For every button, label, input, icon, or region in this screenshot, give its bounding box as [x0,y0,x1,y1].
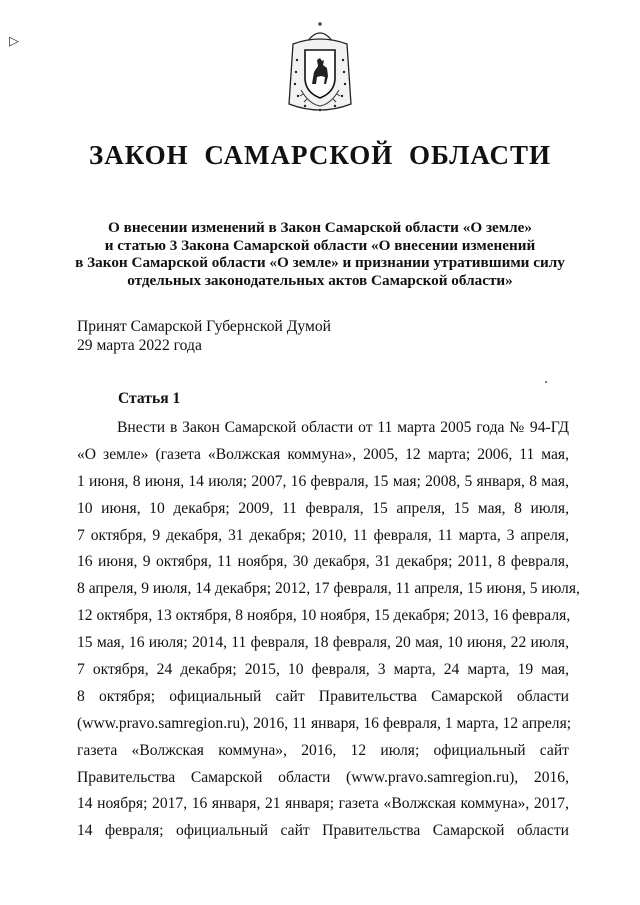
subtitle-line: в Закон Самарской области «О земле» и признании утратившими силу [75,254,565,271]
body-line: 7 октября, 9 декабря, 31 декабря; 2010, 11 февраля, 11 марта, 3 апреля, [77,526,569,544]
coat-of-arms-icon [285,20,355,116]
body-line: 14 ноября; 2017, 16 января, 21 января; газета «Волжская коммуна», 2017, [77,795,569,813]
subtitle-line: отдельных законодательных актов Самарской области» [127,271,513,289]
adoption-note [77,318,331,355]
body-line: 8 апреля, 9 июля, 14 декабря; 2012, 17 февраля, 11 апреля, 15 июня, 5 июля, [77,580,580,598]
body-line: «О земле» (газета «Волжская коммуна», 2005, 12 марта; 2006, 11 мая, [77,445,569,463]
body-line: 8 октября; официальный сайт Правительства Самарской области [77,687,569,705]
article-body [77,415,580,845]
body-line: 1 июня, 8 июня, 14 июля; 2007, 16 февраля, 15 мая; 2008, 5 января, 8 мая, [77,472,569,490]
body-line: (www.pravo.samregion.ru), 2016, 11 января, 16 февраля, 1 марта, 12 апреля; [77,714,572,732]
body-line: 12 октября, 13 октября, 8 ноября, 10 ноября, 15 декабря; 2013, 16 февраля, [77,607,571,625]
subtitle-line: и статью 3 Закона Самарской области «О внесении изменений [104,236,536,254]
article-heading: Статья 1 [118,390,181,407]
body-line: 14 февраля; официальный сайт Правительства Самарской области [77,822,569,840]
body-line: 10 июня, 10 декабря; 2009, 11 февраля, 15 апреля, 15 мая, 8 июля, [77,499,569,517]
scan-speck [545,381,547,383]
body-line: газета «Волжская коммуна», 2016, 12 июля; официальный сайт [77,741,569,759]
body-line: 7 октября, 24 декабря; 2015, 10 февраля, 3 марта, 24 марта, 19 мая, [77,661,569,679]
body-line: 15 мая, 16 июля; 2014, 11 февраля, 18 февраля, 20 мая, 10 июня, 22 июля, [77,634,569,652]
law-subtitle [40,219,600,289]
body-line: Внести в Закон Самарской области от 11 марта 2005 года № 94-ГД [117,419,569,436]
body-line: Правительства Самарской области (www.pravo.samregion.ru), 2016, [77,768,569,786]
adoption-body: Принят Самарской Губернской Думой [77,318,331,335]
law-title: ЗАКОН САМАРСКОЙ ОБЛАСТИ [89,140,551,170]
corner-arrow-mark: ▷ [9,34,19,49]
body-line: 16 июня, 9 октября, 11 ноября, 30 декабря, 31 декабря; 2011, 8 февраля, [77,553,569,571]
subtitle-line: О внесении изменений в Закон Самарской области «О земле» [108,219,532,236]
adoption-date: 29 марта 2022 года [77,336,202,354]
